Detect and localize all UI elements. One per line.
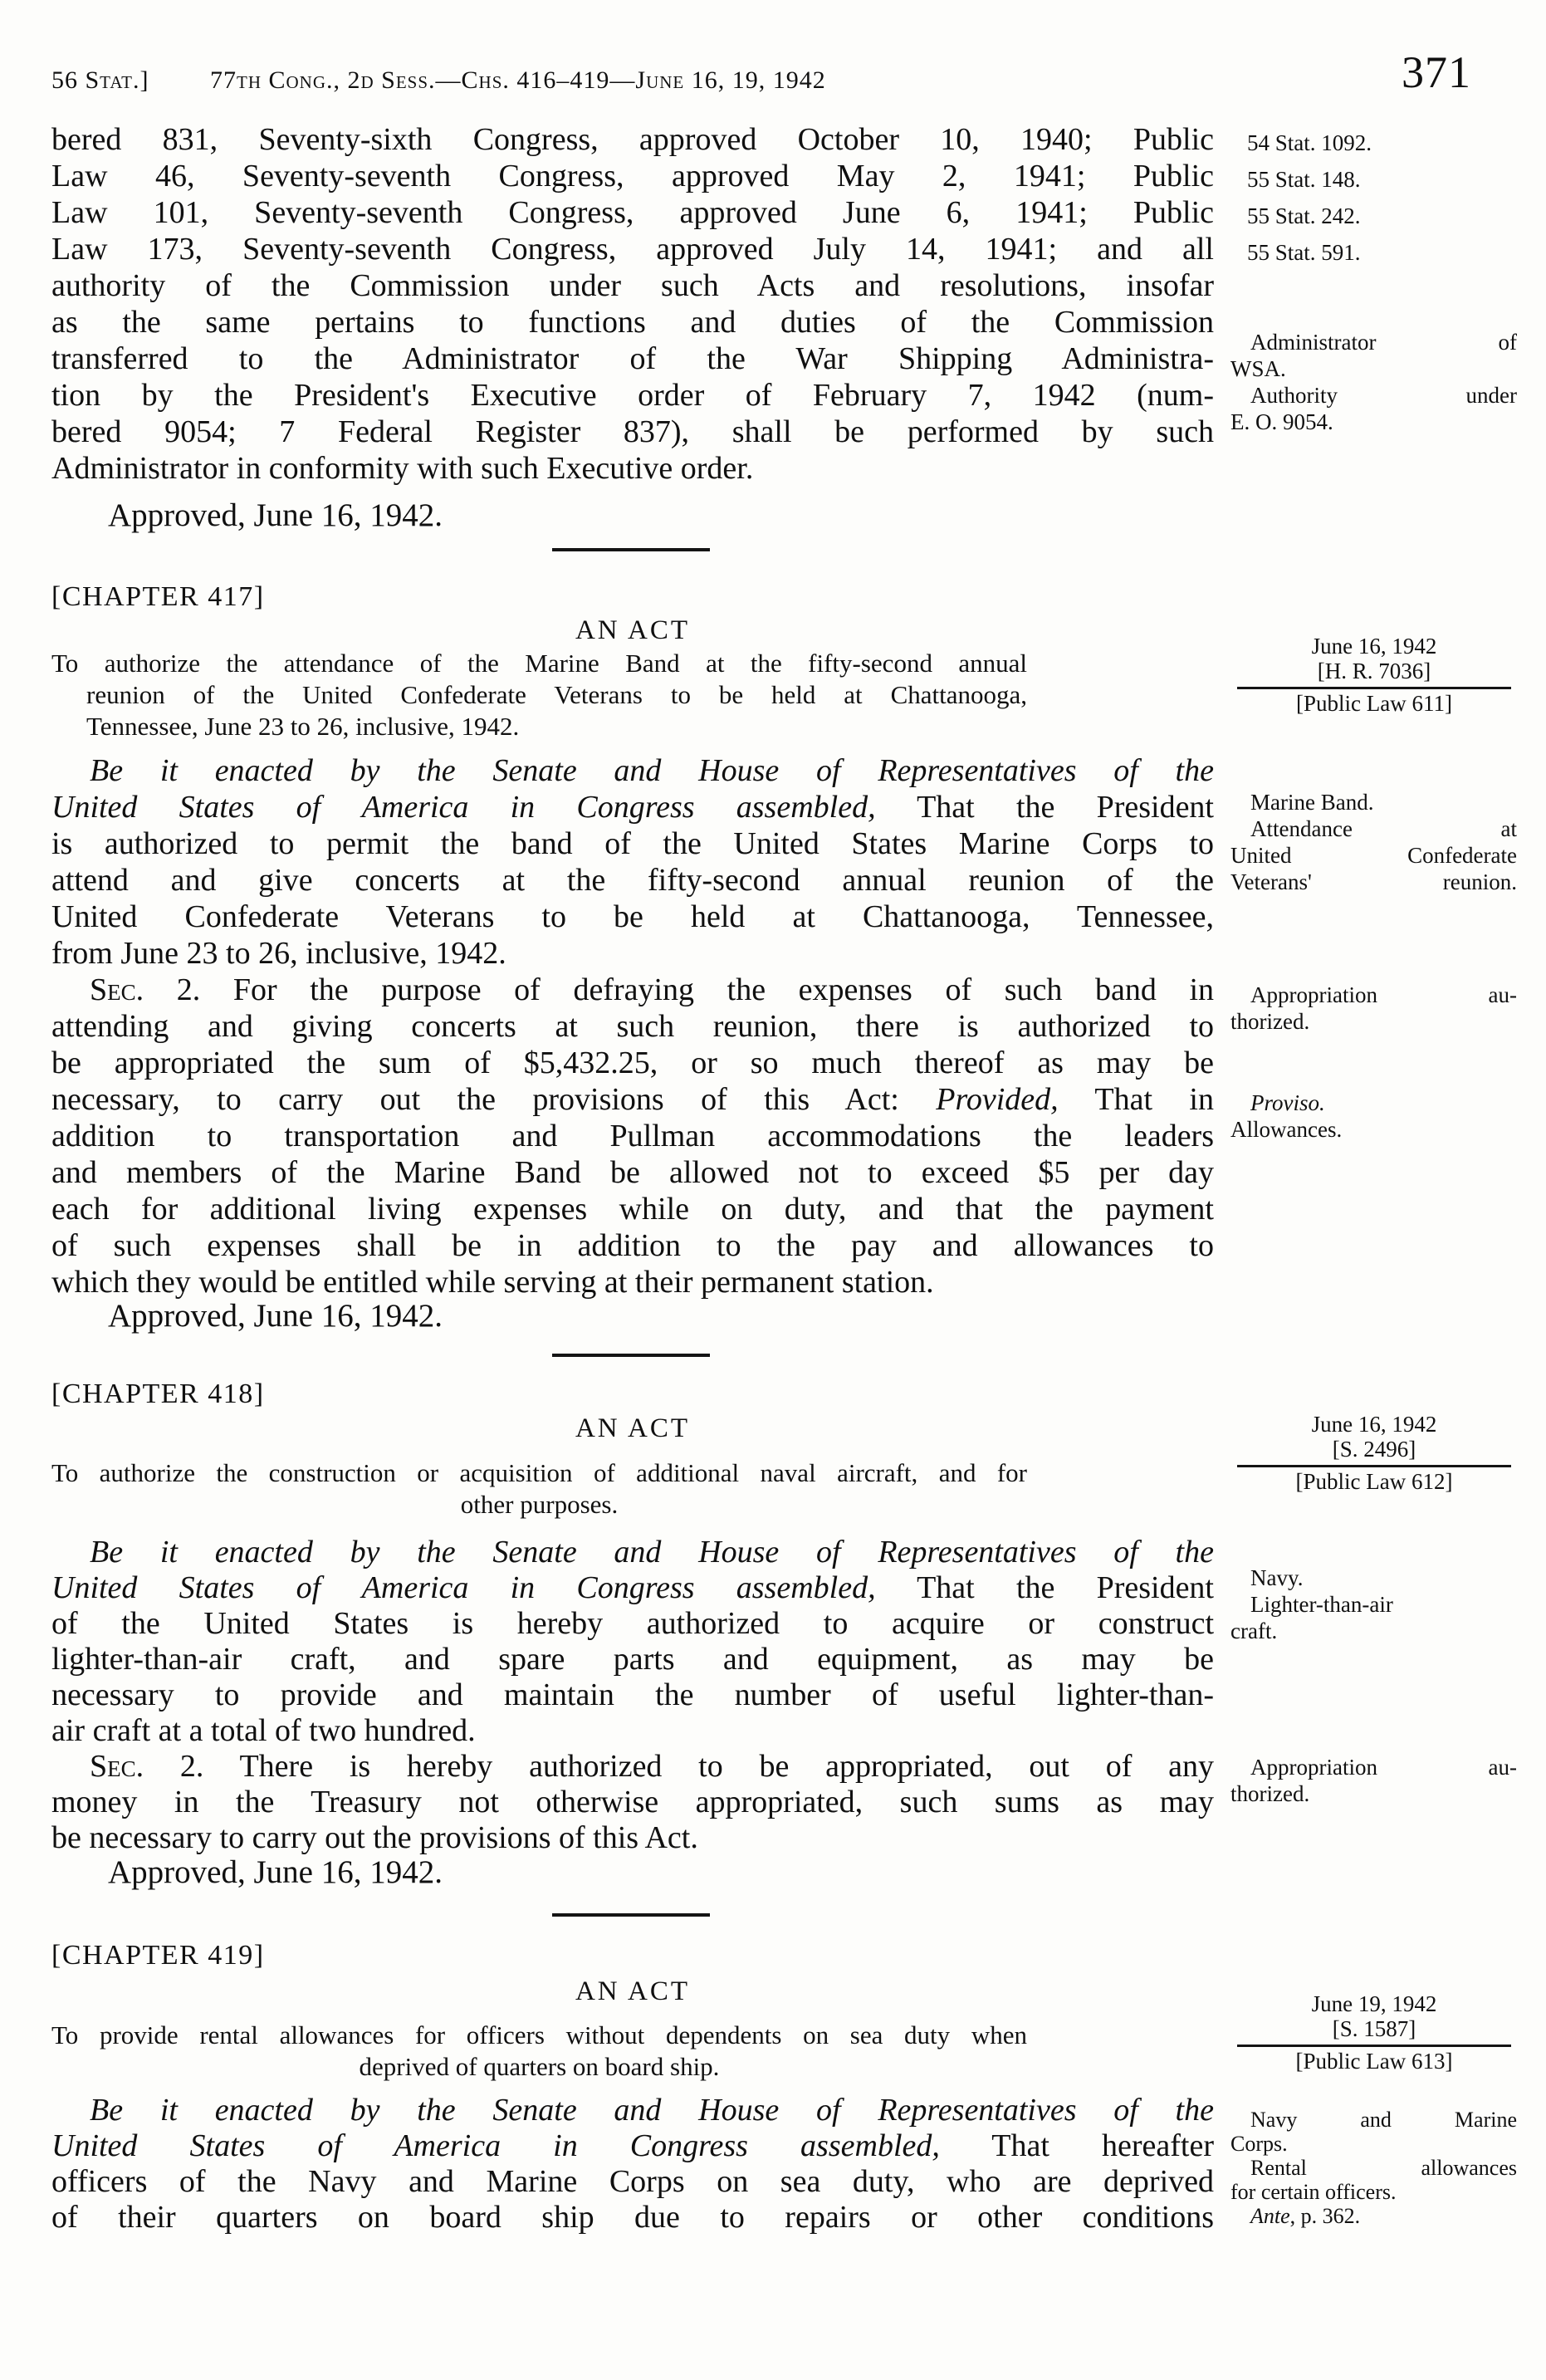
margin-note-administrator bbox=[1230, 329, 1517, 435]
act-title-line: To authorize the attendance of the Marine Band at the fifty-second annual bbox=[51, 649, 1027, 678]
statute-line: Law 101, Seventy-seventh Congress, approved June 6, 1941; Public bbox=[51, 195, 1214, 230]
margin-note-line: WSA. bbox=[1230, 356, 1286, 381]
statute-line: bered 9054; 7 Federal Register 837), shall be performed by such bbox=[51, 414, 1214, 449]
section-label: Sec. bbox=[90, 972, 144, 1007]
margin-date-block bbox=[1237, 1412, 1511, 1494]
bill-number: [S. 2496] bbox=[1332, 1437, 1416, 1462]
margin-note-proviso bbox=[1230, 1090, 1517, 1143]
act-title bbox=[51, 1457, 1027, 1521]
statute-line: Be it enacted by the Senate and House of Representatives of the bbox=[90, 2093, 1214, 2128]
ante-reference-roman: , p. 362. bbox=[1289, 2204, 1361, 2228]
stat-citation: 54 Stat. 1092. bbox=[1247, 130, 1372, 155]
act-title-line: To provide rental allowances for officers without dependents on sea duty when bbox=[51, 2020, 1027, 2049]
section-2-paragraph bbox=[51, 1749, 1214, 1856]
section-text: 2. For the purpose of defraying the expenses of such band in bbox=[144, 972, 1214, 1007]
margin-note-line: Attendance at bbox=[1250, 816, 1517, 841]
public-law-number: [Public Law 612] bbox=[1295, 1469, 1453, 1494]
act-title-line: reunion of the United Confederate Veterans to be held at Chattanooga, bbox=[86, 680, 1027, 709]
statute-line: Be it enacted by the Senate and House of Representatives of the bbox=[90, 1535, 1214, 1570]
margin-date-block bbox=[1237, 1991, 1511, 2074]
chapter-heading: [CHAPTER 419] bbox=[51, 1940, 265, 1971]
statute-line: officers of the Navy and Marine Corps on sea duty, who are deprived bbox=[51, 2164, 1214, 2199]
margin-note-line: Navy. bbox=[1250, 1565, 1304, 1590]
statute-line: as the same pertains to functions and duties of the Commission bbox=[51, 305, 1214, 340]
statute-line: Law 46, Seventy-seventh Congress, approved May 2, 1941; Public bbox=[51, 159, 1214, 193]
statute-line: air craft at a total of two hundred. bbox=[51, 1713, 476, 1748]
statute-line: be necessary to carry out the provisions of this Act. bbox=[51, 1820, 698, 1855]
statute-line: is authorized to permit the band of the United States Marine Corps to bbox=[51, 826, 1214, 861]
statute-line bbox=[51, 1749, 1214, 1785]
margin-note-line: Proviso. bbox=[1250, 1090, 1325, 1115]
margin-note-line: Corps. bbox=[1230, 2132, 1288, 2156]
statute-line: which they would be entitled while serving at their permanent station. bbox=[51, 1265, 934, 1300]
margin-note-line: Navy and Marine bbox=[1250, 2108, 1517, 2132]
act-title-line: other purposes. bbox=[460, 1490, 619, 1519]
margin-note-line: Marine Band. bbox=[1250, 790, 1374, 815]
enacting-paragraph bbox=[51, 1535, 1214, 1749]
stat-citation: 55 Stat. 148. bbox=[1247, 167, 1361, 192]
date-block-rule bbox=[1237, 687, 1511, 689]
enacting-clause-italic: United States of America in Congress assembled, bbox=[51, 1570, 876, 1605]
public-law-number: [Public Law 613] bbox=[1295, 2049, 1453, 2074]
statute-line: attending and giving concerts at such reunion, there is authorized to bbox=[51, 1009, 1214, 1044]
margin-note-appropriation bbox=[1230, 982, 1517, 1035]
stat-citation: 55 Stat. 242. bbox=[1247, 203, 1361, 228]
an-act-heading: AN ACT bbox=[575, 1413, 691, 1443]
enacting-clause-roman: That hereafter bbox=[939, 2128, 1214, 2163]
margin-note-subject bbox=[1230, 789, 1517, 895]
margin-note-line: craft. bbox=[1230, 1618, 1278, 1643]
margin-note-line: for certain officers. bbox=[1230, 2180, 1397, 2204]
margin-note-line: Rental allowances bbox=[1250, 2156, 1517, 2180]
section-2-paragraph bbox=[51, 972, 1214, 1300]
act-title-line: To authorize the construction or acquisition of additional naval aircraft, and for bbox=[51, 1458, 1027, 1487]
section-separator-rule bbox=[552, 1913, 710, 1917]
statute-line: of such expenses shall be in addition to the pay and allowances to bbox=[51, 1228, 1214, 1263]
margin-note-line: Appropriation au- bbox=[1250, 1755, 1517, 1780]
section-label: Sec. bbox=[90, 1749, 144, 1784]
enacting-paragraph bbox=[51, 752, 1214, 972]
margin-note-line: Administrator of bbox=[1250, 330, 1517, 355]
statute-line: bered 831, Seventy-sixth Congress, approved October 10, 1940; Public bbox=[51, 122, 1214, 157]
statute-line: Law 173, Seventy-seventh Congress, approved July 14, 1941; and all bbox=[51, 232, 1214, 267]
enacting-clause-italic: United States of America in Congress assembled, bbox=[51, 790, 876, 825]
chapter-heading: [CHAPTER 417] bbox=[51, 581, 265, 612]
margin-note-subject bbox=[1230, 1565, 1517, 1644]
page-number: 371 bbox=[1402, 47, 1471, 97]
margin-note-line: Appropriation au- bbox=[1250, 982, 1517, 1007]
chapter-heading: [CHAPTER 418] bbox=[51, 1379, 265, 1409]
approved-line: Approved, June 16, 1942. bbox=[108, 1298, 443, 1334]
approved-line: Approved, June 16, 1942. bbox=[108, 497, 443, 533]
margin-note-line: Veterans' reunion. bbox=[1230, 869, 1517, 894]
date-block-rule bbox=[1237, 2045, 1511, 2047]
section-separator-rule bbox=[552, 548, 710, 551]
statute-line: transferred to the Administrator of the War Shipping Administra- bbox=[51, 341, 1214, 376]
date-note: June 16, 1942 bbox=[1311, 1412, 1437, 1437]
margin-note-line: United Confederate bbox=[1230, 843, 1517, 868]
statute-line bbox=[51, 2128, 1214, 2164]
statute-line: United Confederate Veterans to be held at Chattanooga, Tennessee, bbox=[51, 899, 1214, 934]
margin-note-appropriation bbox=[1230, 1754, 1517, 1807]
statute-line: and members of the Marine Band be allowed not to exceed $5 per day bbox=[51, 1155, 1214, 1190]
act-title-line: deprived of quarters on board ship. bbox=[359, 2052, 720, 2081]
statute-line: money in the Treasury not otherwise appropriated, such sums as may bbox=[51, 1785, 1214, 1819]
margin-stat-citations bbox=[1247, 125, 1372, 271]
statute-line: of the United States is hereby authorized to acquire or construct bbox=[51, 1606, 1214, 1641]
enacting-clause-roman: That the President bbox=[875, 790, 1214, 825]
margin-note-line: E. O. 9054. bbox=[1230, 409, 1333, 434]
margin-note-line: Lighter-than-air bbox=[1250, 1592, 1393, 1617]
margin-note-subject bbox=[1230, 2108, 1517, 2228]
section-text: 2. There is hereby authorized to be appropriated, out of any bbox=[144, 1749, 1214, 1784]
proviso-italic: Provided, bbox=[936, 1082, 1059, 1117]
enacting-clause-italic: United States of America in Congress assembled, bbox=[51, 2128, 940, 2163]
continuation-paragraph bbox=[51, 121, 1214, 487]
act-title-line: Tennessee, June 23 to 26, inclusive, 1942. bbox=[86, 712, 520, 741]
statute-line bbox=[51, 1570, 1214, 1606]
statute-line: each for additional living expenses while on duty, and that the payment bbox=[51, 1192, 1214, 1227]
bill-number: [H. R. 7036] bbox=[1317, 659, 1431, 683]
statute-line: authority of the Commission under such Acts and resolutions, insofar bbox=[51, 268, 1214, 303]
statute-line: Be it enacted by the Senate and House of Representatives of the bbox=[90, 753, 1214, 788]
statute-line: tion by the President's Executive order of February 7, 1942 (num- bbox=[51, 378, 1214, 413]
bill-number: [S. 1587] bbox=[1332, 2016, 1416, 2041]
date-note: June 19, 1942 bbox=[1311, 1991, 1437, 2016]
statute-line: Administrator in conformity with such Executive order. bbox=[51, 451, 754, 486]
act-title bbox=[51, 2020, 1027, 2083]
margin-note-line: thorized. bbox=[1230, 1781, 1310, 1806]
proviso-roman: That in bbox=[1058, 1082, 1214, 1117]
statute-line: be appropriated the sum of $5,432.25, or so much thereof as may be bbox=[51, 1046, 1214, 1080]
public-law-number: [Public Law 611] bbox=[1296, 691, 1452, 716]
statute-line bbox=[51, 1081, 1214, 1118]
section-separator-rule bbox=[552, 1354, 710, 1357]
act-title bbox=[51, 648, 1027, 742]
margin-date-block bbox=[1237, 634, 1511, 716]
statute-line bbox=[51, 972, 1214, 1008]
margin-note-line: thorized. bbox=[1230, 1009, 1310, 1034]
proviso-roman: necessary, to carry out the provisions of this Act: bbox=[51, 1082, 937, 1117]
ante-reference-italic: Ante bbox=[1250, 2204, 1290, 2228]
statute-line: from June 23 to 26, inclusive, 1942. bbox=[51, 936, 506, 971]
statute-line: necessary to provide and maintain the number of useful lighter-than- bbox=[51, 1677, 1214, 1712]
an-act-heading: AN ACT bbox=[575, 1976, 691, 2006]
enacting-paragraph bbox=[51, 2093, 1214, 2236]
statute-line bbox=[51, 789, 1214, 825]
an-act-heading: AN ACT bbox=[575, 615, 691, 645]
statute-line: addition to transportation and Pullman accommodations the leaders bbox=[51, 1119, 1214, 1153]
date-block-rule bbox=[1237, 1465, 1511, 1467]
statute-line: of their quarters on board ship due to repairs or other conditions bbox=[51, 2200, 1214, 2235]
margin-note-line: Authority under bbox=[1250, 383, 1517, 408]
margin-note-line bbox=[1230, 2204, 1517, 2228]
statute-line: attend and give concerts at the fifty-second annual reunion of the bbox=[51, 863, 1214, 898]
stat-citation: 55 Stat. 591. bbox=[1247, 240, 1361, 265]
margin-note-line: Allowances. bbox=[1230, 1117, 1343, 1142]
running-header-stat-volume: 56 Stat.] bbox=[51, 66, 149, 94]
approved-line: Approved, June 16, 1942. bbox=[108, 1854, 443, 1890]
date-note: June 16, 1942 bbox=[1311, 634, 1437, 659]
enacting-clause-roman: That the President bbox=[875, 1570, 1214, 1605]
statute-line: lighter-than-air craft, and spare parts and equipment, as may be bbox=[51, 1642, 1214, 1677]
running-header-congress-session: 77th Cong., 2d Sess.—Chs. 416–419—June 16, 19, 1942 bbox=[210, 66, 826, 94]
